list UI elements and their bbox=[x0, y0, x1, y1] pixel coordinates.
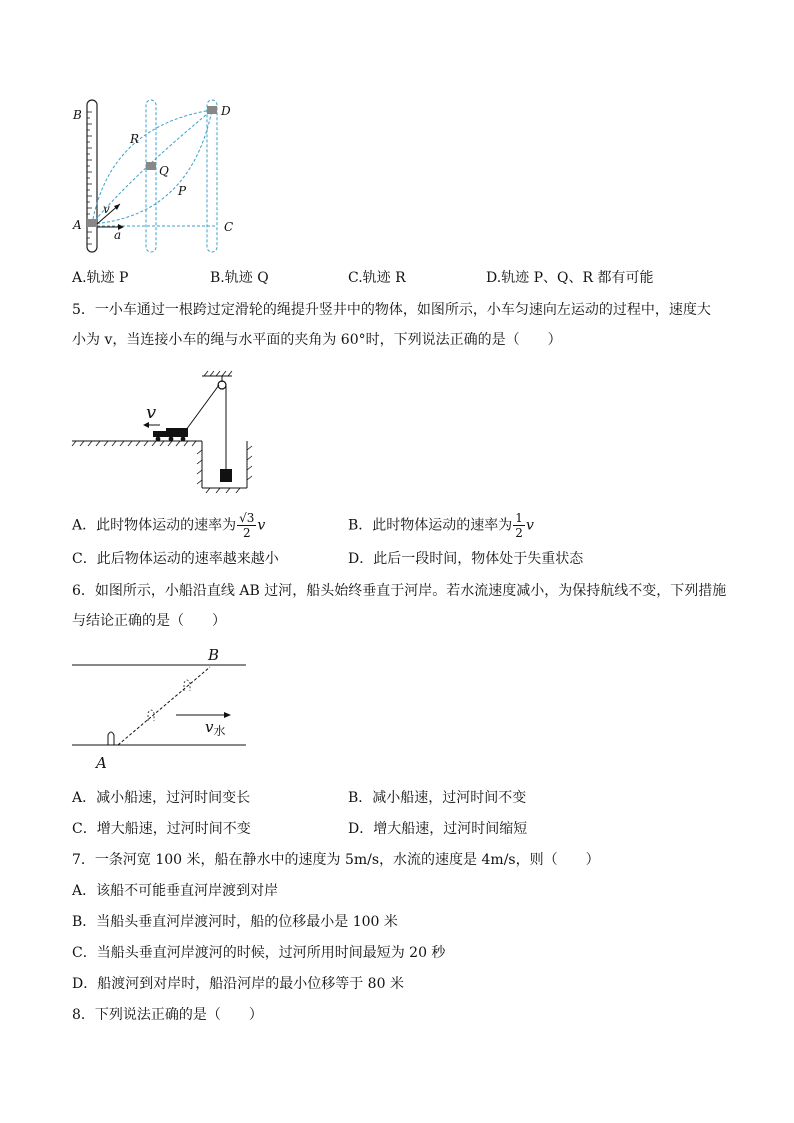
label-P: P bbox=[178, 184, 187, 198]
q5-figure-svg bbox=[70, 370, 260, 495]
q5-option-a-prefix: A．此时物体运动的速率为 bbox=[72, 517, 237, 534]
label-v: v bbox=[103, 202, 110, 216]
q6-stem-line1: 6．如图所示，小船沿直线 AB 过河，船头始终垂直于河岸。若水流速度减小，为保持航线不变，下列措施 bbox=[72, 583, 727, 599]
q6-stem-line2: 与结论正确的是（ ） bbox=[72, 613, 226, 629]
q5-option-a-denominator: 2 bbox=[242, 526, 251, 540]
q5-option-c[interactable]: C．此后物体运动的速率越来越小 bbox=[72, 551, 279, 567]
q5-option-a-suffix: v bbox=[257, 517, 266, 534]
q5-stem-line2: 小为 v，当连接小车的绳与水平面的夹角为 60°时，下列说法正确的是（ ） bbox=[72, 332, 562, 348]
q6-river-figure bbox=[70, 645, 260, 765]
q6-label-B: B bbox=[208, 646, 220, 664]
q5-v-label: v bbox=[146, 402, 157, 423]
q4-option-b[interactable] bbox=[210, 268, 269, 288]
q4-option-a-key: A. bbox=[72, 270, 87, 286]
label-a: a bbox=[114, 228, 122, 242]
q6-v-symbol: v bbox=[205, 718, 214, 736]
label-D: D bbox=[221, 104, 231, 118]
label-R: R bbox=[130, 132, 140, 146]
q5-stem-line1: 5．一小车通过一根跨过定滑轮的绳提升竖井中的物体，如图所示，小车匀速向左运动的过程中，速度大 bbox=[72, 302, 711, 318]
q4-option-b-text: 轨迹 Q bbox=[224, 270, 269, 286]
q6-v-subscript: 水 bbox=[213, 724, 226, 738]
q4-option-a-text: 轨迹 P bbox=[86, 270, 129, 286]
q5-option-d[interactable]: D．此后一段时间，物体处于失重状态 bbox=[348, 551, 584, 567]
q5-option-a-numerator: √3 bbox=[239, 511, 255, 525]
q5-option-b[interactable] bbox=[348, 511, 534, 540]
q8-stem: 8．下列说法正确的是（ ） bbox=[72, 1007, 263, 1023]
q5-pulley-figure bbox=[70, 370, 260, 495]
q4-option-d-key: D. bbox=[486, 270, 502, 286]
q4-option-c-key: C. bbox=[348, 270, 363, 286]
q7-option-c[interactable]: C．当船头垂直河岸渡河的时候，过河所用时间最短为 20 秒 bbox=[72, 945, 446, 961]
q5-option-a[interactable] bbox=[72, 511, 265, 540]
q4-option-a[interactable] bbox=[72, 268, 128, 288]
q6-option-d[interactable]: D．增大船速，过河时间缩短 bbox=[348, 821, 528, 837]
q5-option-a-fraction bbox=[237, 511, 256, 540]
label-B: B bbox=[73, 108, 82, 122]
q4-option-c[interactable] bbox=[348, 268, 406, 288]
q6-figure-svg bbox=[70, 645, 260, 765]
q5-option-b-suffix: v bbox=[525, 517, 534, 534]
q6-velocity-label bbox=[205, 718, 226, 736]
label-C: C bbox=[224, 220, 234, 234]
q4-option-d-text: 轨迹 P、Q、R 都有可能 bbox=[501, 270, 654, 286]
q6-option-b[interactable]: B．减小船速，过河时间不变 bbox=[348, 790, 527, 806]
q6-option-a[interactable]: A．减小船速，过河时间变长 bbox=[72, 790, 251, 806]
q6-label-A: A bbox=[96, 754, 107, 772]
q5-option-b-numerator: 1 bbox=[515, 511, 523, 525]
q4-option-b-key: B. bbox=[210, 270, 225, 286]
q7-option-a[interactable]: A．该船不可能垂直河岸渡到对岸 bbox=[72, 883, 279, 899]
q6-option-c[interactable]: C．增大船速，过河时间不变 bbox=[72, 821, 251, 837]
label-Q: Q bbox=[159, 164, 169, 178]
q5-option-b-fraction bbox=[513, 511, 525, 540]
q4-option-d[interactable] bbox=[486, 268, 654, 288]
label-A: A bbox=[73, 218, 82, 232]
q7-option-b[interactable]: B．当船头垂直河岸渡河时，船的位移最小是 100 米 bbox=[72, 914, 398, 930]
q5-option-b-prefix: B．此时物体运动的速率为 bbox=[348, 517, 513, 534]
q4-option-c-text: 轨迹 R bbox=[362, 270, 406, 286]
q7-stem: 7．一条河宽 100 米，船在静水中的速度为 5m/s，水流的速度是 4m/s，则（ ） bbox=[72, 852, 600, 868]
q7-option-d[interactable]: D．船渡河到对岸时，船沿河岸的最小位移等于 80 米 bbox=[72, 976, 404, 992]
q5-option-b-denominator: 2 bbox=[515, 526, 523, 540]
